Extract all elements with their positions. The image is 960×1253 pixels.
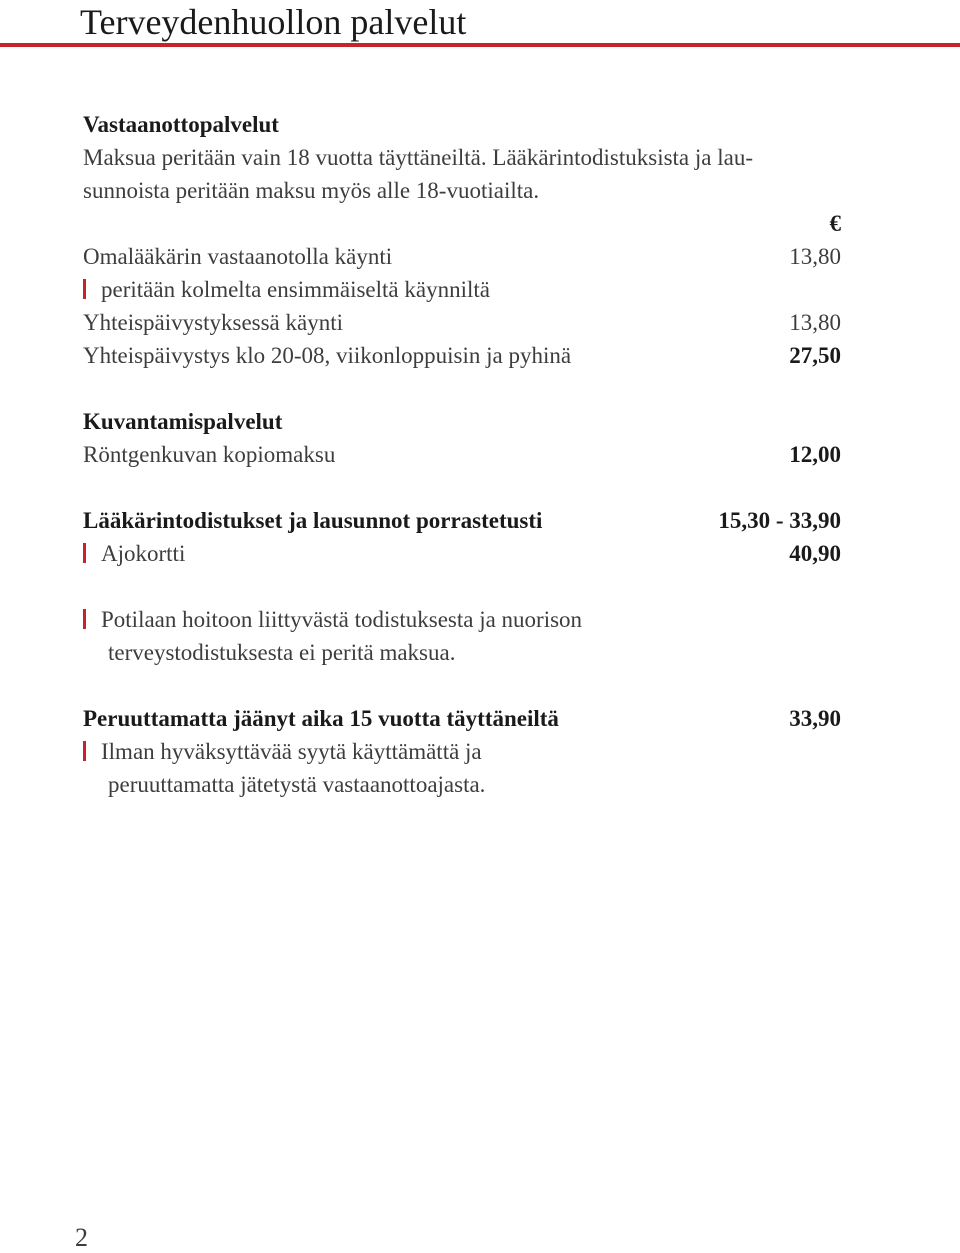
section-heading-vastaanotto: Vastaanottopalvelut [83, 112, 279, 137]
row-text: Ajokortti [101, 541, 186, 566]
price-row-amount: 27,50 [789, 343, 841, 368]
price-row-amount: 40,90 [789, 541, 841, 566]
page-number: 2 [75, 1223, 88, 1252]
price-row-amount: 12,00 [789, 442, 841, 467]
price-row-label: Yhteispäivystyksessä käynti [83, 310, 343, 335]
intro-text-line-2: sunnoista peritään maksu myös alle 18-vuotiailta. [83, 178, 540, 203]
price-row-label: Yhteispäivystys klo 20-08, viikonloppuisin ja pyhinä [83, 343, 572, 368]
note-line-2: terveystodistuksesta ei peritä maksua. [108, 640, 456, 665]
page-title: Terveydenhuollon palvelut [80, 2, 467, 42]
price-row-label: Omalääkärin vastaanotolla käynti [83, 244, 393, 269]
section-heading-amount: 15,30 - 33,90 [718, 508, 841, 533]
price-row-amount: 13,80 [789, 310, 841, 335]
section-heading-kuvantaminen: Kuvantamispalvelut [83, 409, 283, 434]
note-line-2: peruuttamatta jätetystä vastaanottoajasta. [108, 772, 486, 797]
currency-symbol: € [829, 211, 841, 236]
intro-text-line-1: Maksua peritään vain 18 vuotta täyttäneiltä. Lääkärintodistuksista ja lau- [83, 145, 753, 170]
note-text: peritään kolmelta ensimmäiseltä käynniltä [101, 277, 490, 302]
section-heading-peruuttamatta: Peruuttamatta jäänyt aika 15 vuotta täyttäneiltä [83, 706, 559, 731]
title-rule [0, 43, 960, 47]
section-heading-amount: 33,90 [789, 706, 841, 731]
price-row-label [76, 539, 185, 569]
red-bar-marker [83, 609, 86, 629]
note-text: Ilman hyväksyttävää syytä käyttämättä ja [101, 739, 482, 764]
red-bar-marker [83, 741, 86, 761]
price-row-amount: 13,80 [789, 244, 841, 269]
section-heading-todistukset: Lääkärintodistukset ja lausunnot porrastetusti [83, 508, 543, 533]
note-text: Potilaan hoitoon liittyvästä todistuksesta ja nuorison [101, 607, 583, 632]
red-bar-marker [83, 279, 86, 299]
price-row-note [76, 275, 490, 305]
red-bar-marker [83, 543, 86, 563]
note-line-1 [76, 605, 582, 635]
price-row-label: Röntgenkuvan kopiomaksu [83, 442, 336, 467]
note-line-1 [76, 737, 482, 767]
